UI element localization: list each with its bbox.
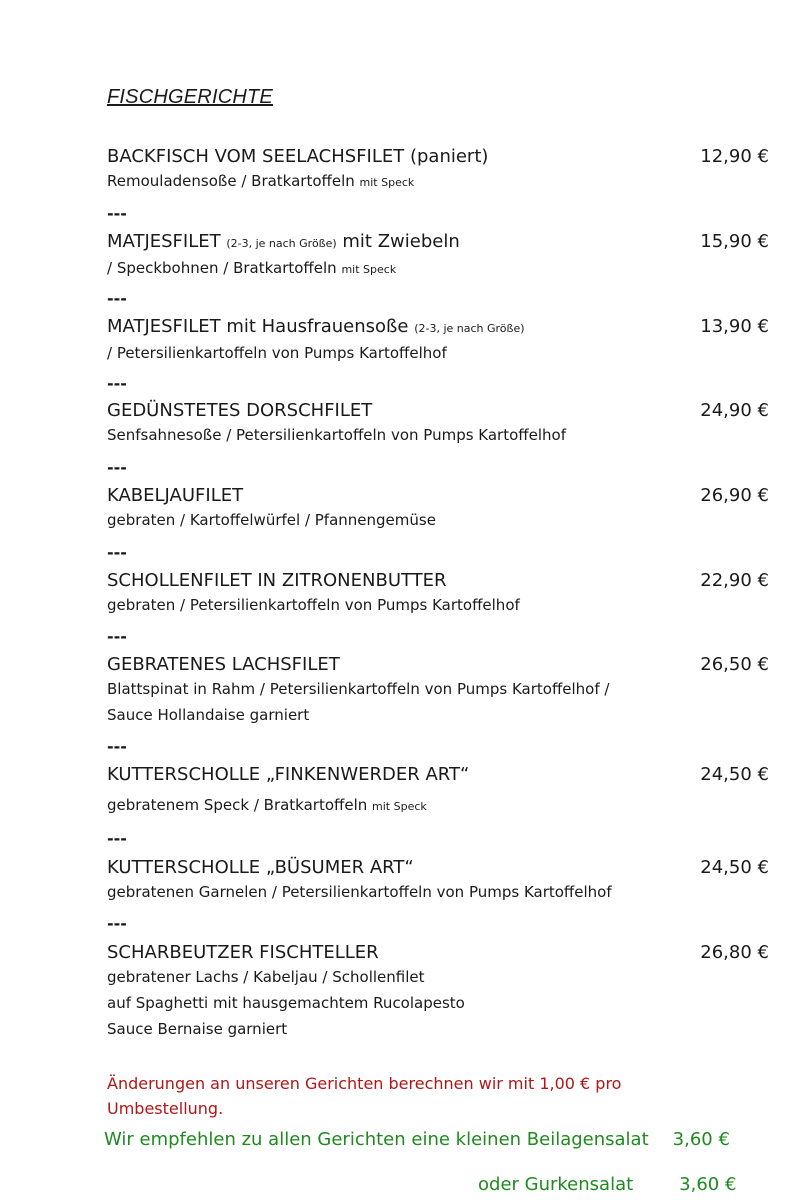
separator: --- <box>107 627 127 646</box>
dish-name: GEDÜNSTETES DORSCHFILET <box>107 400 373 421</box>
dish-description: gebratenem Speck / Bratkartoffeln mit Speck <box>107 796 427 814</box>
alt-salad-text: oder Gurkensalat <box>478 1174 634 1195</box>
dish-name: KABELJAUFILET <box>107 485 244 506</box>
dish-description: Sauce Hollandaise garniert <box>107 706 310 724</box>
dish-name: GEBRATENES LACHSFILET <box>107 654 340 675</box>
dish-description: gebratener Lachs / Kabeljau / Schollenfilet <box>107 968 425 986</box>
dish-price: 15,90 € <box>700 231 769 252</box>
dish-price: 24,50 € <box>700 857 769 878</box>
separator: --- <box>107 204 127 223</box>
dish-name: MATJESFILET mit Hausfrauensoße (2-3, je nach Größe) <box>107 316 525 337</box>
separator: --- <box>107 374 127 393</box>
dish-price: 13,90 € <box>700 316 769 337</box>
separator: --- <box>107 914 127 933</box>
menu-item <box>107 400 769 448</box>
section-title: FISCHGERICHTE <box>107 86 273 108</box>
cucumber-salad-option <box>478 1174 736 1195</box>
dish-description: gebratenen Garnelen / Petersilienkartoffeln von Pumps Kartoffelhof <box>107 883 612 901</box>
menu-item <box>107 764 769 820</box>
dish-name: SCHOLLENFILET IN ZITRONENBUTTER <box>107 570 447 591</box>
separator: --- <box>107 829 127 848</box>
separator: --- <box>107 737 127 756</box>
dish-description: gebraten / Petersilienkartoffeln von Pumps Kartoffelhof <box>107 596 520 614</box>
dish-price: 24,90 € <box>700 400 769 421</box>
separator: --- <box>107 543 127 562</box>
menu-item <box>107 485 769 533</box>
dish-name: SCHARBEUTZER FISCHTELLER <box>107 942 379 963</box>
menu-item <box>107 942 769 1042</box>
dish-name: KUTTERSCHOLLE „BÜSUMER ART“ <box>107 857 414 878</box>
surcharge-note: Änderungen an unseren Gerichten berechnen wir mit 1,00 € pro Umbestellung. <box>107 1074 622 1118</box>
dish-description: auf Spaghetti mit hausgemachtem Rucolapesto <box>107 994 465 1012</box>
separator: --- <box>107 289 127 308</box>
dish-price: 12,90 € <box>700 146 769 167</box>
menu-item <box>107 231 769 283</box>
dish-description: Remouladensoße / Bratkartoffeln mit Speck <box>107 172 415 190</box>
menu-item <box>107 857 769 905</box>
alt-salad-price: 3,60 € <box>679 1174 737 1195</box>
menu-item <box>107 316 769 366</box>
dish-price: 26,90 € <box>700 485 769 506</box>
menu-item <box>107 146 769 196</box>
dish-description: Senfsahnesoße / Petersilienkartoffeln von Pumps Kartoffelhof <box>107 426 566 444</box>
dish-name: MATJESFILET (2-3, je nach Größe) mit Zwiebeln <box>107 231 460 252</box>
menu-item <box>107 654 769 728</box>
dish-price: 24,50 € <box>700 764 769 785</box>
dish-price: 26,50 € <box>700 654 769 675</box>
recommendation-price: 3,60 € <box>672 1129 730 1150</box>
dish-description: / Speckbohnen / Bratkartoffeln mit Speck <box>107 259 397 277</box>
menu-item <box>107 570 769 618</box>
dish-name: KUTTERSCHOLLE „FINKENWERDER ART“ <box>107 764 470 785</box>
dish-description: / Petersilienkartoffeln von Pumps Kartoffelhof <box>107 344 447 362</box>
dish-name: BACKFISCH VOM SEELACHSFILET (paniert) <box>107 146 489 167</box>
dish-price: 26,80 € <box>700 942 769 963</box>
dish-description: Blattspinat in Rahm / Petersilienkartoffeln von Pumps Kartoffelhof / <box>107 680 610 698</box>
dish-price: 22,90 € <box>700 570 769 591</box>
recommendation-text: Wir empfehlen zu allen Gerichten eine kleinen Beilagensalat <box>104 1129 649 1150</box>
dish-description: gebraten / Kartoffelwürfel / Pfannengemüse <box>107 511 436 529</box>
salad-recommendation <box>104 1129 730 1150</box>
dish-description: Sauce Bernaise garniert <box>107 1020 288 1038</box>
separator: --- <box>107 458 127 477</box>
